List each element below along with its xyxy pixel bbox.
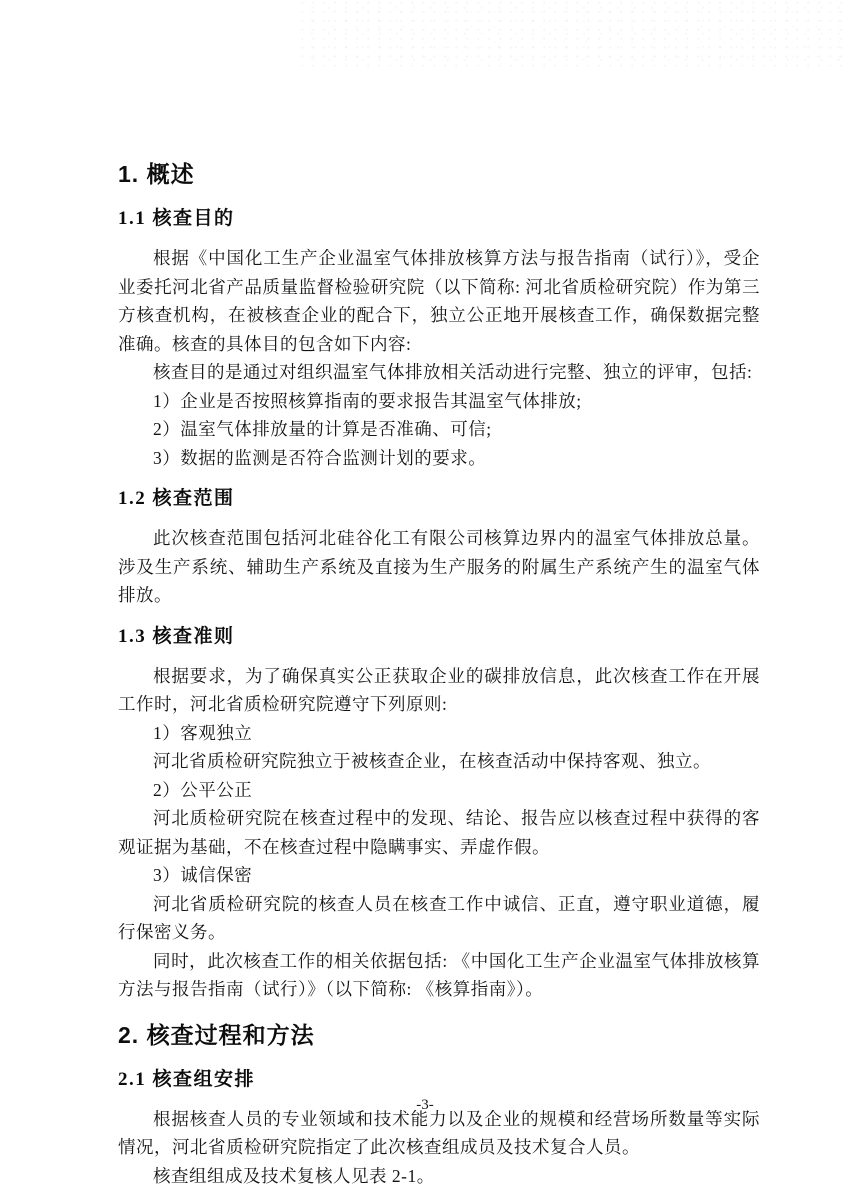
paragraph: 根据要求，为了确保真实公正获取企业的碳排放信息，此次核查工作在开展工作时，河北省质检研究院遵守下列原则: — [118, 665, 760, 714]
paragraph: 核查目的是通过对组织温室气体排放相关活动进行完整、独立的评审，包括: — [153, 362, 753, 382]
heading-1-overview: 1. 概述 — [118, 161, 195, 187]
paragraph: 核查组组成及技术复核人见表 2-1。 — [153, 1165, 435, 1186]
principle-item-3: 3）诚信保密 — [153, 865, 253, 885]
principle-item-2: 2）公平公正 — [153, 779, 253, 800]
principle-item-1: 1）客观独立 — [153, 722, 253, 743]
subheading-1-1-verification-purpose: 1.1 核查目的 — [118, 208, 235, 229]
list-item-3: 3）数据的监测是否符合监测计划的要求。 — [153, 447, 487, 468]
heading-2-verification-process: 2. 核查过程和方法 — [118, 1021, 315, 1048]
paragraph: 河北省质检研究院独立于被核查企业，在核查活动中保持客观、独立。 — [153, 751, 711, 771]
document-content — [118, 160, 760, 1190]
list-item-2: 2）温室气体排放量的计算是否准确、可信; — [153, 419, 492, 439]
paragraph: 根据《中国化工生产企业温室气体排放核算方法与报告指南（试行）》，受企业委托河北省产品质量监督检验研究院（以下简称: 河北省质检研究院）作为第三方核查机构，在被核查企业的配合下，独立公正地开展核查工作，确保数据完整准确。核查的具体目的包含如下内容: — [118, 248, 760, 354]
list-item-1: 1）企业是否按照核算指南的要求报告其温室气体排放; — [153, 390, 582, 411]
paragraph: 河北省质检研究院的核查人员在核查工作中诚信、正直，遵守职业道德，履行保密义务。 — [118, 893, 760, 942]
scan-noise-artifact — [300, 0, 850, 70]
paragraph: 根据核查人员的专业领域和技术能力以及企业的规模和经营场所数量等实际情况，河北省质检研究院指定了此次核查组成员及技术复合人员。 — [118, 1108, 760, 1157]
paragraph: 同时，此次核查工作的相关依据包括: 《中国化工生产企业温室气体排放核算方法与报告指南（试行）》（以下简称: 《核算指南》）。 — [118, 950, 760, 999]
page-number: -3- — [416, 1097, 434, 1113]
subheading-1-3-verification-criteria: 1.3 核查准则 — [118, 625, 235, 647]
paragraph: 河北质检研究院在核查过程中的发现、结论、报告应以核查过程中获得的客观证据为基础，不在核查过程中隐瞒事实、弄虚作假。 — [118, 808, 760, 857]
subheading-1-2-verification-scope: 1.2 核查范围 — [118, 488, 235, 509]
paragraph: 此次核查范围包括河北硅谷化工有限公司核算边界内的温室气体排放总量。涉及生产系统、辅助生产系统及直接为生产服务的附属生产系统产生的温室气体排放。 — [118, 528, 760, 605]
subheading-2-1-team-arrangement: 2.1 核查组安排 — [118, 1068, 256, 1090]
